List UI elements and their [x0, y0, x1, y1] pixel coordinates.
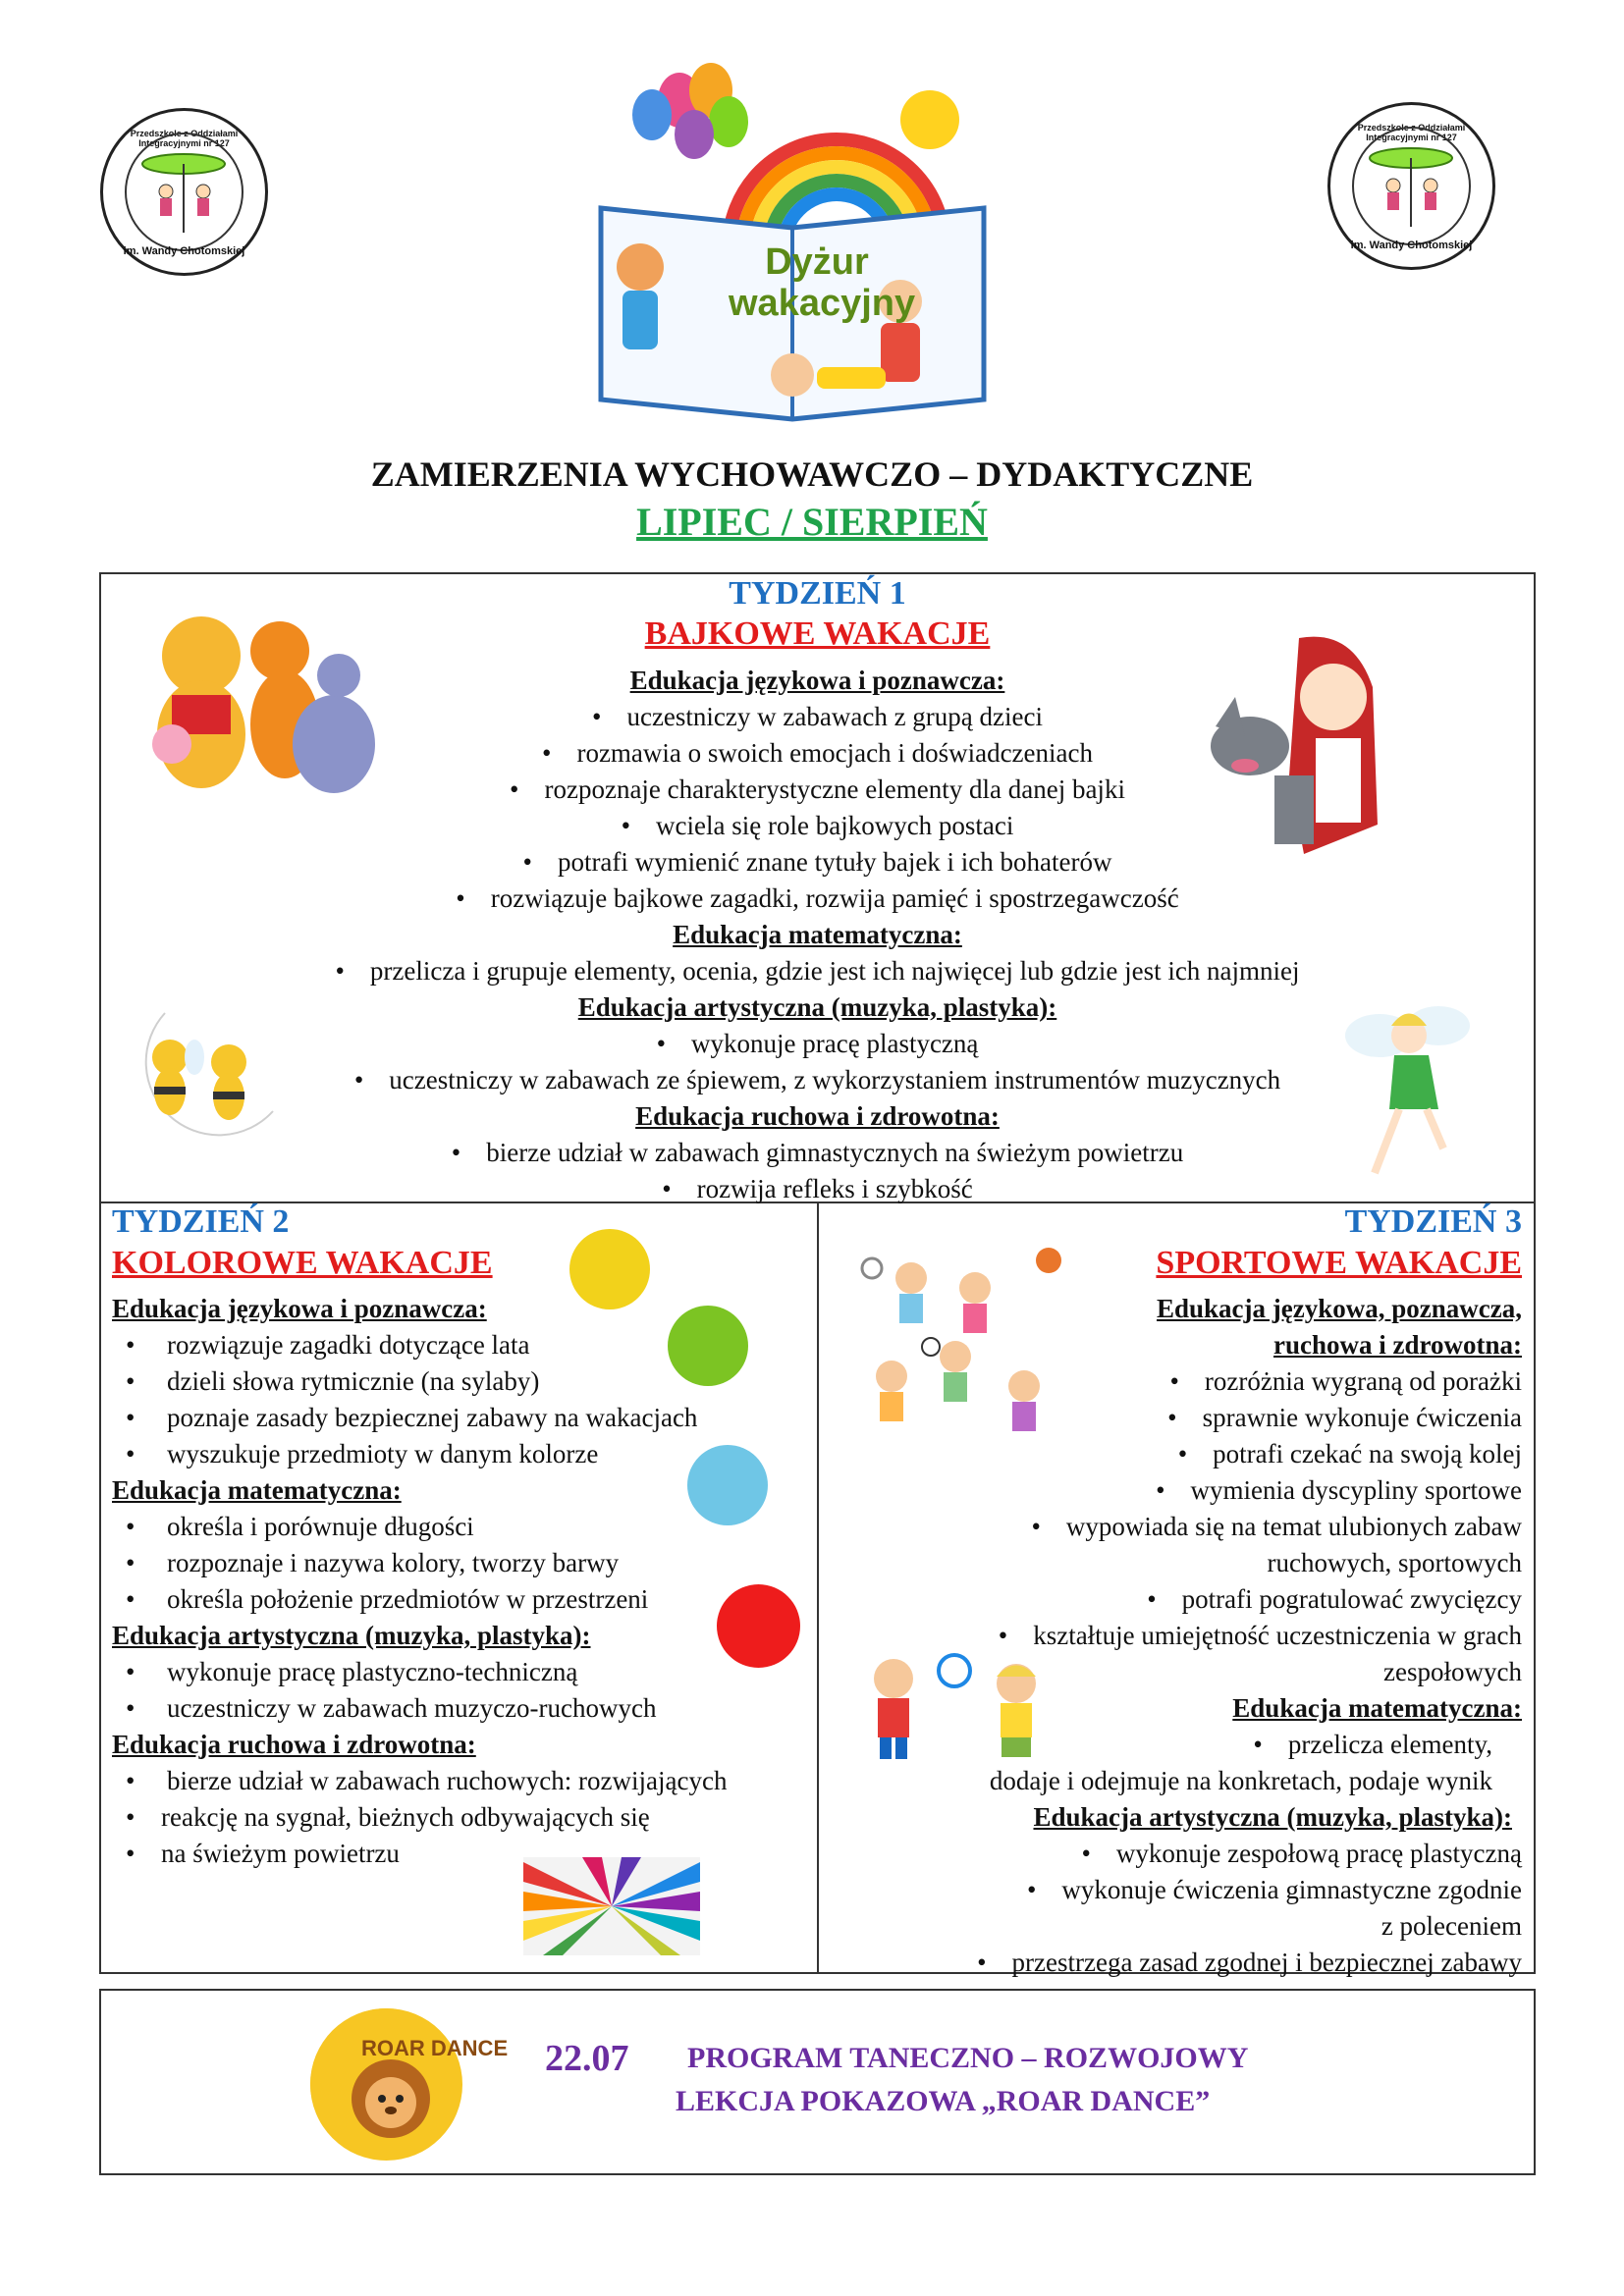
week3-label: TYDZIEŃ 3	[1344, 1203, 1522, 1240]
week1-label: TYDZIEŃ 1	[729, 575, 906, 612]
week1-section-title: Edukacja artystyczna (muzyka, plastyka):	[577, 992, 1057, 1022]
week3-section-title: Edukacja językowa, poznawcza,	[1157, 1294, 1522, 1323]
week3-list-item: • rozróżnia wygraną od porażki	[884, 1363, 1522, 1400]
week3-list-item-continued: dodaje i odejmuje na konkretach, podaje wynik	[989, 1766, 1492, 1795]
week3-list-item: • sprawnie wykonuje ćwiczenia	[884, 1400, 1522, 1436]
week1-list-item: • uczestniczy w zabawach z grupą dzieci	[99, 699, 1536, 735]
week3-section-title: Edukacja artystyczna (muzyka, plastyka):	[1033, 1802, 1512, 1832]
week2-list-item: • określa położenie przedmiotów w przestrzeni	[112, 1581, 819, 1618]
week2-content	[112, 1291, 819, 1872]
seal-inner-ring	[1352, 127, 1471, 245]
week1-theme: BAJKOWE WAKACJE	[644, 615, 991, 652]
children-umbrella-icon	[1354, 129, 1469, 243]
week3-list-item-continued: ruchowych, sportowych	[1267, 1548, 1522, 1577]
week2-list-item-continued: • na świeżym powietrzu	[112, 1836, 819, 1872]
event-lesson-title: LEKCJA POKAZOWA „ROAR DANCE”	[676, 2085, 1211, 2117]
children-umbrella-icon	[127, 134, 242, 249]
seal-bottom-text: im. Wandy Chotomskiej	[123, 245, 245, 257]
week1-content	[99, 663, 1536, 1207]
week3-list-item: • przelicza elementy,	[884, 1727, 1522, 1763]
week2-list-item: • określa i porównuje długości	[112, 1509, 819, 1545]
week1-list-item: • rozpoznaje charakterystyczne elementy dla danej bajki	[99, 772, 1536, 808]
week3-list-item-continued: z poleceniem	[1380, 1911, 1522, 1941]
week1-section-title: Edukacja językowa i poznawcza:	[629, 666, 1005, 695]
week2-list-item: • rozwiązuje zagadki dotyczące lata	[112, 1327, 819, 1363]
seal-inner-ring	[125, 133, 244, 251]
week3-list-item: • przestrzega zasad zgodnej i bezpiecznej zabawy	[884, 1945, 1522, 1981]
week2-theme: KOLOROWE WAKACJE	[112, 1245, 493, 1281]
lion-mascot-icon	[310, 2008, 509, 2161]
event-date: 22.07	[545, 2038, 629, 2079]
week1-list-item: • uczestniczy w zabawach ze śpiewem, z wykorzystaniem instrumentów muzycznych	[99, 1062, 1536, 1098]
week1-list-item: • bierze udział w zabawach gimnastycznych na świeżym powietrzu	[99, 1135, 1536, 1171]
week2-list-item-continued: • reakcję na sygnał, bieżnych odbywających się	[112, 1799, 819, 1836]
week1-section-title: Edukacja ruchowa i zdrowotna:	[635, 1101, 1000, 1131]
week3-content	[884, 1291, 1522, 1981]
week2-list-item: • poznaje zasady bezpiecznej zabawy na wakacjach	[112, 1400, 819, 1436]
week2-list-item: • wyszukuje przedmioty w danym kolorze	[112, 1436, 819, 1472]
week2-list-item: • rozpoznaje i nazywa kolory, tworzy barwy	[112, 1545, 819, 1581]
week2-list-item: • bierze udział w zabawach ruchowych: rozwijających	[112, 1763, 819, 1799]
week3-list-item: • wypowiada się na temat ulubionych zabaw	[884, 1509, 1522, 1545]
week1-list-item: • rozwiązuje bajkowe zagadki, rozwija pamięć i spostrzegawczość	[99, 881, 1536, 917]
week1-list-item: • rozmawia o swoich emocjach i doświadczeniach	[99, 735, 1536, 772]
page-subtitle: LIPIEC / SIERPIEŃ	[636, 500, 988, 544]
event-program-title: PROGRAM TANECZNO – ROZWOJOWY	[687, 2042, 1249, 2074]
colored-pencils-image	[523, 1857, 700, 1955]
week3-list-item: • kształtuje umiejętność uczestniczenia w grach	[884, 1618, 1522, 1654]
week3-section-title: Edukacja matematyczna:	[1232, 1693, 1522, 1723]
week2-section-title: Edukacja językowa i poznawcza:	[112, 1294, 487, 1323]
week3-list-item: • potrafi czekać na swoją kolej	[884, 1436, 1522, 1472]
logo-wordmark: ROAR DANCE	[361, 2036, 509, 2060]
week2-section-title: Edukacja matematyczna:	[112, 1475, 402, 1505]
week2-label: TYDZIEŃ 2	[112, 1203, 290, 1240]
week3-list-item: • wykonuje zespołową pracę plastyczną	[884, 1836, 1522, 1872]
week3-theme: SPORTOWE WAKACJE	[1156, 1245, 1522, 1281]
week1-section-title: Edukacja matematyczna:	[673, 920, 962, 949]
week3-section-title-continued: ruchowa i zdrowotna:	[1273, 1330, 1522, 1360]
week2-list-item: • dzieli słowa rytmicznie (na sylaby)	[112, 1363, 819, 1400]
roar-dance-logo	[310, 2008, 509, 2161]
week2-list-item: • uczestniczy w zabawach muzyczo-ruchowych	[112, 1690, 819, 1727]
school-seal-right	[1327, 102, 1495, 270]
school-seal-left	[100, 108, 268, 276]
week3-list-item-continued: zespołowych	[1383, 1657, 1522, 1686]
week3-list-item: • potrafi pogratulować zwycięzcy	[884, 1581, 1522, 1618]
week2-list-item: • wykonuje pracę plastyczno-techniczną	[112, 1654, 819, 1690]
week1-list-item: • przelicza i grupuje elementy, ocenia, gdzie jest ich najwięcej lub gdzie jest ich najmniej	[99, 953, 1536, 989]
week2-section-title: Edukacja ruchowa i zdrowotna:	[112, 1730, 476, 1759]
week3-list-item: • wykonuje ćwiczenia gimnastyczne zgodnie	[884, 1872, 1522, 1908]
seal-top-text: Przedszkole z Oddziałami Integracyjnymi nr 127	[1357, 123, 1466, 142]
seal-bottom-text: im. Wandy Chotomskiej	[1350, 240, 1473, 251]
week2-section-title: Edukacja artystyczna (muzyka, plastyka):	[112, 1621, 591, 1650]
week1-list-item: • wciela się role bajkowych postaci	[99, 808, 1536, 844]
seal-top-text: Przedszkole z Oddziałami Integracyjnymi nr 127	[130, 129, 239, 148]
week1-list-item: • wykonuje pracę plastyczną	[99, 1026, 1536, 1062]
week1-list-item: • rozwija refleks i szybkość	[99, 1171, 1536, 1207]
hero-title: Dyżur wakacyjny	[729, 241, 916, 324]
week3-list-item: • wymienia dyscypliny sportowe	[884, 1472, 1522, 1509]
page-title: ZAMIERZENIA WYCHOWAWCZO – DYDAKTYCZNE	[370, 454, 1254, 494]
week1-list-item: • potrafi wymienić znane tytuły bajek i ich bohaterów	[99, 844, 1536, 881]
